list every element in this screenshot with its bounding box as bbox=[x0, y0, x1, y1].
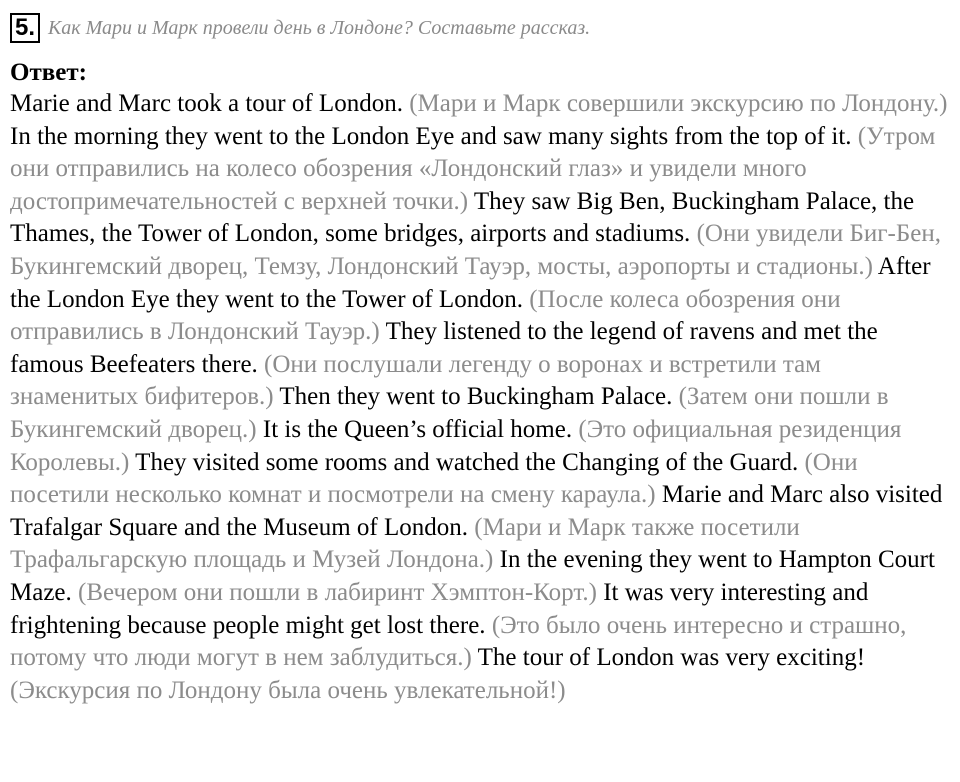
english-sentence: In the evening they went to Hampton Court Maze. bbox=[10, 546, 935, 606]
russian-translation: (Это официальная резиденция Королевы.) bbox=[10, 415, 902, 476]
english-sentence: It is the Queen’s official home. bbox=[262, 415, 573, 443]
russian-translation: (Экскурсия по Лондону была очень увлекательной!) bbox=[10, 676, 566, 704]
english-sentence: It was very interesting and frightening because people might get lost there. bbox=[10, 578, 869, 639]
russian-translation: (Мари и Марк совершили экскурсию по Лондону.) bbox=[409, 90, 948, 117]
task-question: Как Мари и Марк провели день в Лондоне? Составьте рассказ. bbox=[48, 16, 591, 39]
task-header bbox=[10, 12, 955, 44]
russian-translation: (Они посетили несколько комнат и посмотрели на смену караула.) bbox=[10, 448, 858, 509]
russian-translation: (Они послушали легенду о воронах и встретили там знаменитых бифитеров.) bbox=[10, 350, 821, 411]
document-page bbox=[10, 12, 955, 707]
english-sentence: They listened to the legend of ravens and met the famous Beefeaters there. bbox=[10, 318, 878, 378]
english-sentence: In the morning they went to the London Eye and saw many sights from the top of it. bbox=[10, 122, 852, 150]
english-sentence: Marie and Marc also visited Trafalgar Square and the Museum of London. bbox=[10, 481, 943, 541]
english-sentence: The tour of London was very exciting! bbox=[477, 644, 866, 672]
english-sentence: They visited some rooms and watched the Changing of the Guard. bbox=[135, 448, 799, 476]
english-sentence: Marie and Marc took a tour of London. bbox=[10, 90, 403, 117]
task-number: 5. bbox=[10, 13, 40, 43]
russian-translation: (Это было очень интересно и страшно, потому что люди могут в нем заблудиться.) bbox=[10, 611, 907, 672]
english-sentence: They saw Big Ben, Buckingham Palace, the Thames, the Tower of London, some bridges, airports and stadiums. bbox=[10, 187, 915, 248]
russian-translation: (Они увидели Биг-Бен, Букингемский дворец, Темзу, Лондонский Тауэр, мосты, аэропорты и стадионы.) bbox=[10, 220, 941, 280]
russian-translation: (Мари и Марк также посетили Трафальгарскую площадь и Музей Лондона.) bbox=[10, 513, 800, 574]
answer-text bbox=[10, 88, 955, 707]
russian-translation: (Утром они отправились на колесо обозрения «Лондонский глаз» и увидели много достопримечательностей с верхней точки.) bbox=[10, 122, 936, 215]
answer-label: Ответ: bbox=[10, 59, 87, 86]
english-sentence: After the London Eye they went to the Tower of London. bbox=[10, 252, 931, 313]
russian-translation: (После колеса обозрения они отправились в Лондонский Тауэр.) bbox=[10, 285, 841, 346]
russian-translation: (Вечером они пошли в лабиринт Хэмптон-Корт.) bbox=[78, 578, 597, 606]
russian-translation: (Затем они пошли в Букингемский дворец.) bbox=[10, 383, 889, 443]
english-sentence: Then they went to Buckingham Palace. bbox=[279, 383, 673, 411]
